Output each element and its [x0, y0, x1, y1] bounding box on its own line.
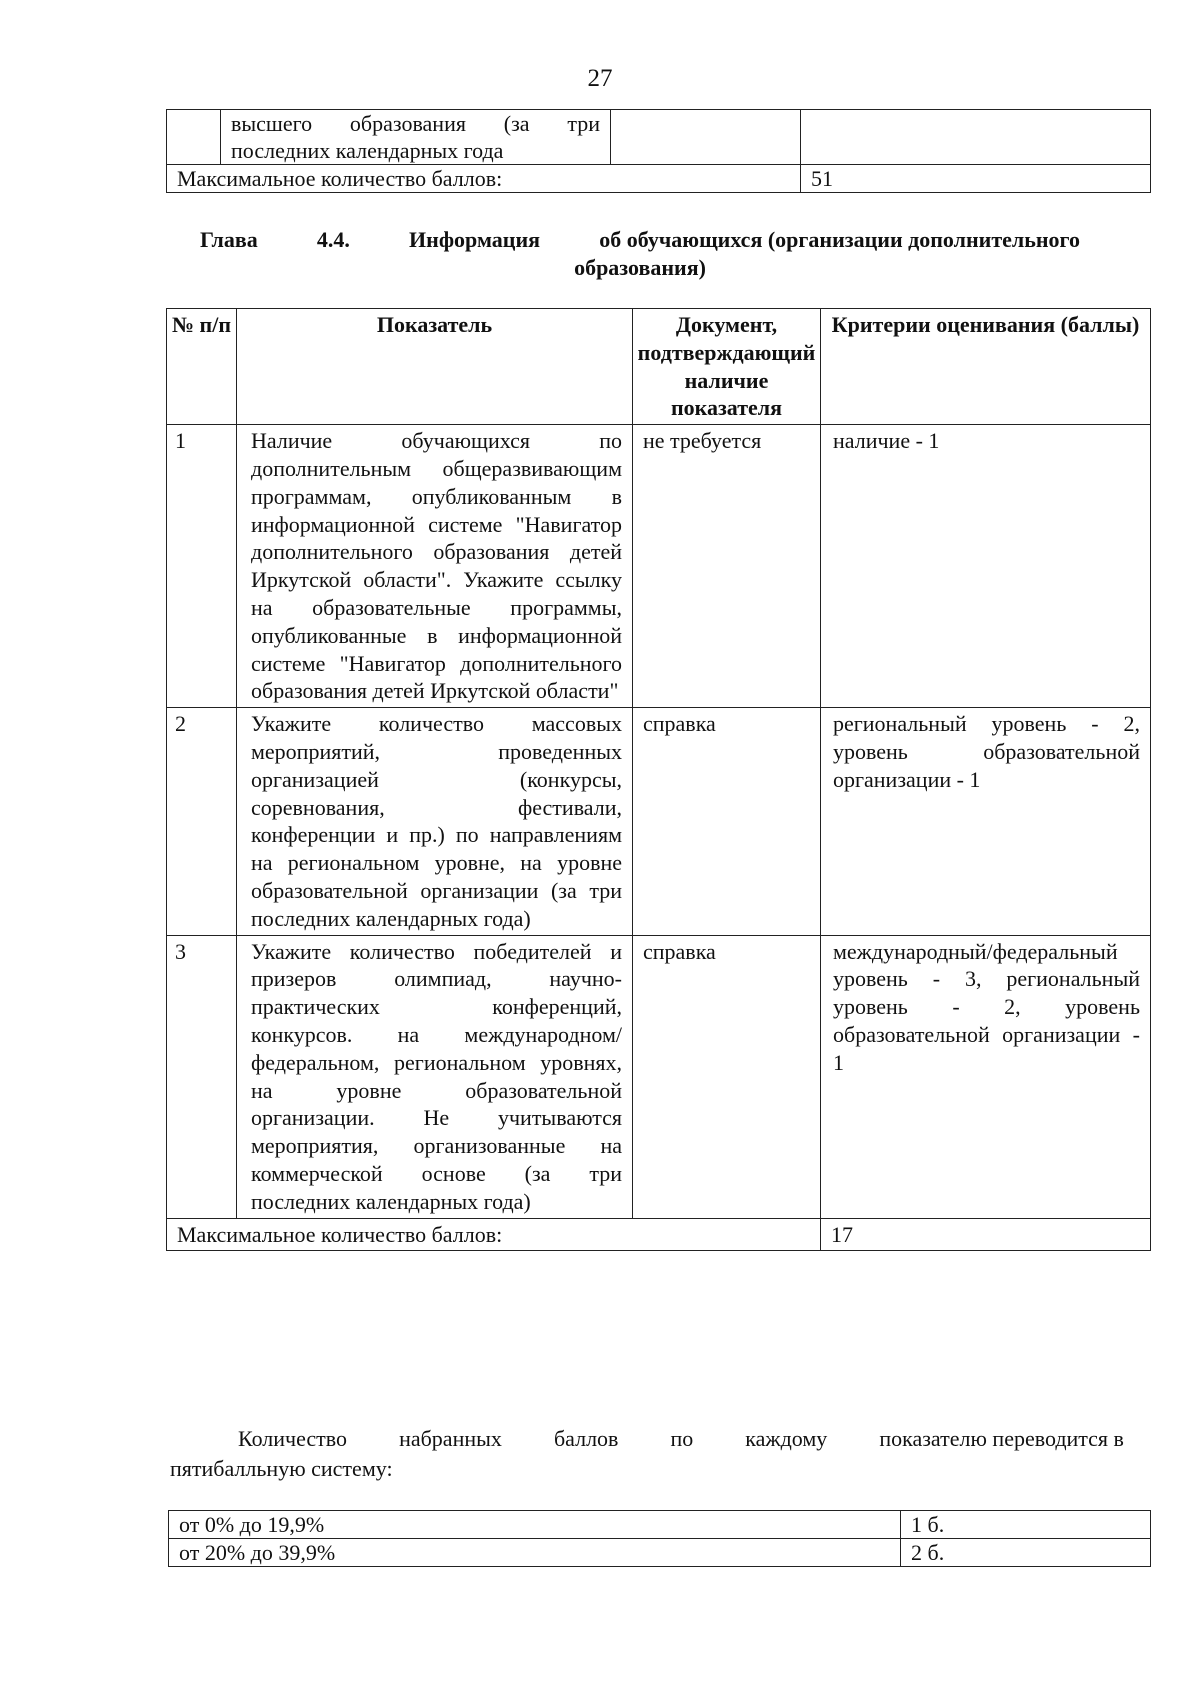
max-score-row	[167, 1218, 1151, 1251]
row-number: 3	[167, 935, 237, 1218]
indicators-table	[166, 308, 1151, 1251]
chapter-heading-line-1: Глава 4.4. Информация об обучающихся (организации дополнительного	[200, 227, 1080, 252]
indicator-text: Наличие обучающихся по дополнительным общеразвивающим программам, опубликованным в информационной системе "Навигатор дополнительного образования детей Иркутской области". Укажите ссылку на образовательные программы, опубликованные в информационной системе "Навигатор дополнительного образования детей Иркутской области"	[237, 425, 633, 708]
page-number: 27	[587, 65, 613, 92]
max-score-value: 51	[801, 165, 1151, 193]
scale-score: 2 б.	[901, 1539, 1151, 1567]
indicator-text: Укажите количество массовых мероприятий, проведенных организацией (конкурсы, соревнования, фестивали, конференции и пр.) по направлениям на региональном уровне, на уровне образовательной организации (за три последних календарных года)	[237, 708, 633, 935]
table-row	[169, 1539, 1151, 1567]
max-score-row	[167, 165, 1151, 193]
conversion-paragraph	[170, 1424, 1124, 1484]
criteria-cell	[801, 110, 1151, 165]
document-cell	[611, 110, 801, 165]
scale-table	[168, 1510, 1151, 1567]
max-score-value: 17	[821, 1218, 1151, 1251]
row-number: 2	[167, 708, 237, 935]
scale-range: от 0% до 19,9%	[169, 1511, 901, 1539]
conversion-line-1: Количество набранных баллов по каждому показателю переводится в	[238, 1426, 1124, 1451]
header-document: Документ, подтверждающий наличие показателя	[633, 309, 821, 425]
table-row	[167, 110, 1151, 165]
table-row	[167, 425, 1151, 708]
criteria-text: наличие - 1	[821, 425, 1151, 708]
header-criteria: Критерии оценивания (баллы)	[821, 309, 1151, 425]
indicator-text: Укажите количество победителей и призеров олимпиад, научно-практических конференций, конкурсов. на международном/федеральном, региональном уровнях, на уровне образовательной организации. Не учитываются мероприятия, организованные на коммерческой основе (за три последних календарных года)	[237, 935, 633, 1218]
max-score-label: Максимальное количество баллов:	[167, 165, 801, 193]
criteria-text: региональный уровень - 2, уровень образовательной организации - 1	[821, 708, 1151, 935]
header-indicator: Показатель	[237, 309, 633, 425]
table-header-row	[167, 309, 1151, 425]
scale-range: от 20% до 39,9%	[169, 1539, 901, 1567]
indicator-cell	[221, 110, 611, 165]
indicator-line-2: последних календарных года	[231, 138, 504, 163]
document-text: справка	[633, 935, 821, 1218]
document-text: не требуется	[633, 425, 821, 708]
table-row	[167, 935, 1151, 1218]
scale-score: 1 б.	[901, 1511, 1151, 1539]
indicator-line-1: высшего образования (за три	[231, 111, 601, 136]
conversion-line-2: пятибалльную систему:	[170, 1456, 393, 1481]
criteria-text: международный/федеральный уровень - 3, региональный уровень - 2, уровень образовательной организации - 1	[821, 935, 1151, 1218]
row-number-cell	[167, 110, 221, 165]
header-number: № п/п	[167, 309, 237, 425]
previous-table-continuation	[166, 109, 1151, 193]
max-score-label: Максимальное количество баллов:	[167, 1218, 821, 1251]
document-text: справка	[633, 708, 821, 935]
chapter-heading	[200, 226, 1080, 282]
chapter-heading-line-2: образования)	[574, 255, 706, 280]
table-row	[169, 1511, 1151, 1539]
row-number: 1	[167, 425, 237, 708]
table-row	[167, 708, 1151, 935]
